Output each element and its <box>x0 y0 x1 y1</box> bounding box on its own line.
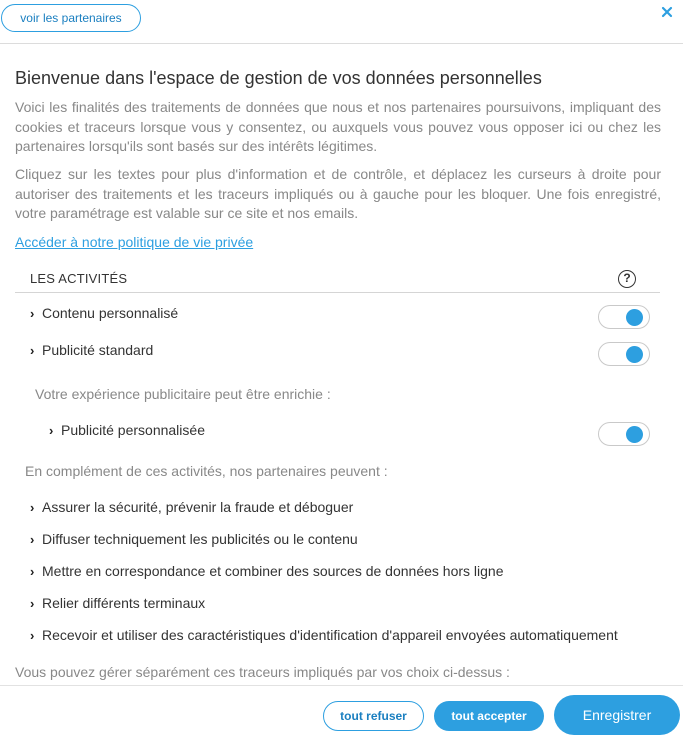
chevron-right-icon: › <box>30 628 35 643</box>
activities-header <box>15 267 660 293</box>
activity-personalized-content[interactable] <box>30 305 178 329</box>
save-button[interactable]: Enregistrer <box>554 695 680 735</box>
partner-purpose-delivery[interactable] <box>30 531 358 555</box>
toggle-knob <box>626 346 643 363</box>
refuse-all-button[interactable]: tout refuser <box>323 701 424 731</box>
intro-paragraph-2: Cliquez sur les textes pour plus d'information et de contrôle, et déplacez les curseurs à droite pour autoriser des traitements et les traceurs impliqués ou à gauche pour les bloquer. Une fois enregistré, votre paramétrage est valable sur ce site et nos emails. <box>15 166 661 221</box>
activity-personalized-ads[interactable] <box>49 422 205 446</box>
enrich-note: Votre expérience publicitaire peut être enrichie : <box>35 386 331 402</box>
chevron-right-icon: › <box>30 500 35 515</box>
footer-actions <box>0 685 683 740</box>
partner-purpose-device-characteristics[interactable] <box>30 627 618 651</box>
purpose-label: Mettre en correspondance et combiner des sources de données hors ligne <box>42 563 504 579</box>
chevron-right-icon: › <box>30 564 35 579</box>
close-icon[interactable] <box>661 6 677 22</box>
purpose-label: Recevoir et utiliser des caractéristiques d'identification d'appareil envoyées automatiquement <box>42 627 618 643</box>
toggle-knob <box>626 309 643 326</box>
purpose-label: Relier différents terminaux <box>42 595 206 611</box>
toggle-personalized-ads[interactable] <box>598 422 650 446</box>
activity-label: Contenu personnalisé <box>42 305 179 321</box>
intro-paragraph-1: Voici les finalités des traitements de données que nous et nos partenaires poursuivons, impliquant des cookies et traceurs lorsque vous y consentez, ou auxquels vous pouvez vous opposer ici ou chez les partenaires lorsqu'ils sont basés sur des intérêts légitimes. <box>15 99 661 154</box>
toggle-standard-ads[interactable] <box>598 342 650 366</box>
toggle-personalized-content[interactable] <box>598 305 650 329</box>
chevron-right-icon: › <box>30 343 35 358</box>
top-bar <box>0 0 683 44</box>
partners-note: En complément de ces activités, nos partenaires peuvent : <box>25 463 388 479</box>
activity-standard-ads[interactable] <box>30 342 153 366</box>
chevron-right-icon: › <box>30 306 35 321</box>
activity-label: Publicité standard <box>42 342 154 358</box>
chevron-right-icon: › <box>49 423 54 438</box>
purpose-label: Diffuser techniquement les publicités ou le contenu <box>42 531 358 547</box>
activities-title: LES ACTIVITÉS <box>30 271 128 286</box>
purpose-label: Assurer la sécurité, prévenir la fraude et déboguer <box>42 499 354 515</box>
see-partners-button[interactable]: voir les partenaires <box>1 4 141 32</box>
help-icon[interactable]: ? <box>618 270 636 288</box>
consent-content[interactable] <box>0 45 683 685</box>
partner-purpose-security[interactable] <box>30 499 353 523</box>
chevron-right-icon: › <box>30 532 35 547</box>
partner-purpose-offline-data[interactable] <box>30 563 504 587</box>
accept-all-button[interactable]: tout accepter <box>434 701 544 731</box>
trackers-note: Vous pouvez gérer séparément ces traceurs impliqués par vos choix ci-dessus : <box>15 664 510 680</box>
privacy-policy-link[interactable]: Accéder à notre politique de vie privée <box>15 234 254 250</box>
activity-label: Publicité personnalisée <box>61 422 205 438</box>
chevron-right-icon: › <box>30 596 35 611</box>
page-title: Bienvenue dans l'espace de gestion de vos données personnelles <box>15 68 542 88</box>
partner-purpose-link-devices[interactable] <box>30 595 205 619</box>
toggle-knob <box>626 426 643 443</box>
